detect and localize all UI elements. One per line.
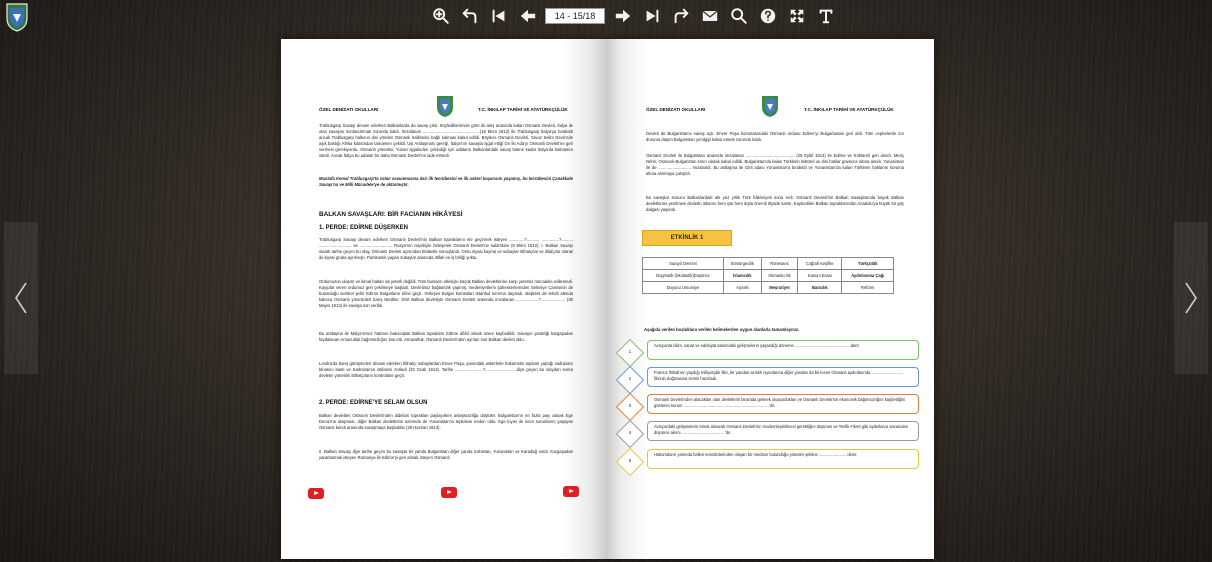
- forward-arrow-icon[interactable]: [669, 4, 693, 28]
- right-page[interactable]: [608, 39, 934, 559]
- page-header-right: T.C. İNKILAP TARİHİ VE ATATÜRKÇÜLÜK: [478, 107, 568, 112]
- word-bank-row: [643, 270, 894, 282]
- word-bank-cell: Reform: [842, 282, 894, 294]
- perde-1-paragraph-4: Londra'da barış görüşmeleri devam ederken İttihatçı subaylardan Enver Paşa, yanındaki askerlerle hükümetin toplantı yaptığı sadrazam binasını bastı ve Sadrazamın istifasını zorladı (23 Ocak 1913). Tarihe ........................?...........................diye geçen bu olaydan sonra devletin yönetimi İttihatçıların kontrolüne geçti.: [319, 361, 573, 378]
- word-bank-cell: Saraylı Devrimi: [643, 258, 724, 270]
- perde-2-title: 2. PERDE: EDİRNE'YE SELAM OLSUN: [319, 400, 428, 406]
- question-item: [616, 421, 922, 445]
- word-bank-cell: Sömürgecilik: [723, 258, 761, 270]
- question-item: [616, 394, 922, 418]
- school-crest-icon: [761, 95, 779, 118]
- flipbook-toolbar: [426, 4, 840, 28]
- question-item: [616, 367, 922, 391]
- word-bank-cell: Rönesans: [761, 258, 797, 270]
- perde-2-paragraph-1: Balkan devletleri Osmanlı Devleti'nden aldıkları toprakları paylaşırken anlaşmazlığa düştüler. Bulgaristan'ın en fazla payı alarak Ege Denizi'ne ulaşması, diğer Balkan devletlerini üzerinde de Yunanistan'ın tepkisine neden oldu. Ege kıyısı ile sınırı sorunlarını yaşayan Osmanlı kendi arasında savaşmaya başladılar (29 Haziran 1913).: [319, 413, 573, 430]
- first-page-icon[interactable]: [487, 4, 511, 28]
- perde-1-paragraph-1: Trablusgarp Savaşı devam ederken Osmanlı Devleti'nin Balkan topraklarını ele geçirmek isteyen .............?.........., ...............?........., ............................ ve ............................ Rusya'nın teşvikiyle birleşerek Osmanlı Devleti'ne saldırdılar (8 Ekim 1912). I. Balkan Savaşı olarak tarihe geçen bu olay, Osmanlı Devleti açısından felaketle sonuçlandı. Ordu siyasi kayma ve subaylar ittihatçılar ve itilafçılar olarak iki siyasi gruba ayrılmıştı. Partizanlık yapan subaylar arasında ittifak ve iş birliği yoktu.: [319, 237, 573, 260]
- question-number-badge: [616, 339, 644, 367]
- question-text-box: Avrupa'daki gelişmelerin örnek alınarak Osmanlı Devleti'nin modernleştirilmesi gerektiğini düşünen ve Tevfik Fikret gibi aydınlarca savunulan düşünce akımı ..................................... 'dır.: [647, 421, 919, 441]
- next-page-icon[interactable]: [611, 4, 635, 28]
- question-number-badge: [616, 448, 644, 476]
- word-bank-cell: Aşırılık: [723, 282, 761, 294]
- question-number-badge: [616, 420, 644, 448]
- word-bank-cell: Coğrafi Keşifler: [798, 258, 842, 270]
- text-mode-icon[interactable]: [814, 4, 838, 28]
- back-arrow-icon[interactable]: [458, 4, 482, 28]
- word-bank-cell: Osmanlıcılık: [761, 270, 797, 282]
- word-bank-cell: Dogmatik (Skolastik)Düşünce: [643, 270, 724, 282]
- previous-page-side-button[interactable]: [4, 222, 38, 374]
- question-number-badge: [616, 366, 644, 394]
- word-bank-row: [643, 282, 894, 294]
- question-text-box: Avrupa'da bilim, sanat ve edebiyat alanındaki gelişmelerin yaşandığı döneme .................................................derir.: [647, 340, 919, 360]
- zoom-in-icon[interactable]: [429, 4, 453, 28]
- question-item: [616, 449, 922, 473]
- question-item: [616, 340, 922, 364]
- question-number: 2: [628, 377, 632, 382]
- word-bank-cell: Kanuni Esasi: [798, 270, 842, 282]
- school-crest-icon: [436, 95, 454, 118]
- perde-2-paragraph-2: II. Balkan Savaşı diye tarihe geçen bu savaşta bir yanda Bulgaristan diğer yanda Sırbistan, Yunanistan ve Karadağ vardı. Kargaşadan yararlanmak isteyen Romanya ile Edirne'yi geri almak isteyen Osmanlı: [319, 449, 573, 460]
- question-text-box: Osmanlı Devleti'nden alacakları olan devletlerin birarada gelerek oluşturdukları ve Osmanlı Devleti'nin ekonomik bağımsızlığını kaybettiğini gösteren kurum ...........................................................................'dir.: [647, 394, 919, 414]
- instruction-text: Aşağıda verilen boşluklara verilen kelimelerden uygun olanlarla tamamlayınız.: [644, 327, 800, 332]
- question-number: 1: [628, 350, 632, 355]
- right-paragraph-3: Bu savaşlar sonucu Balkanlardaki altı yüz yıllık Türk hâkimiyeti sona erdi. Osmanlı Devleti'nin Balkan Savaşlarında büyük Balkan devletlerine yenilmesi devletin itibarını hem içte hem dışta önemli ölçüde sarstı. Kaybedilen Balkan topraklarından Anadolu'ya büyük bir göç dalgası yaşandı.: [646, 195, 905, 212]
- chevron-left-icon: [13, 281, 29, 315]
- word-bank-cell: Aydınlanma Çağı: [842, 270, 894, 282]
- question-number-badge: [616, 393, 644, 421]
- word-bank-cell: Duyunu Umumiye: [643, 282, 724, 294]
- question-text-box: Fransız İhtilali'nin yaydığı milliyetçilik fikri, bir yandan azınlık isyanlarına diğer yandan da bir kısım Osmanlı aydınlarında ............................ fikrinin doğmasına zemin hazırladı.: [647, 367, 919, 387]
- word-bank-table: [642, 257, 894, 294]
- word-bank-cell: Meşrutiyet: [761, 282, 797, 294]
- school-logo-icon[interactable]: [5, 2, 29, 32]
- question-number: 5: [628, 459, 632, 464]
- mustafa-kemal-note: Mustafa Kemal Trablusgarp'ta vatan savunmasına dair ilk tecrübesini ve ilk askeri başarısını yaşamış, bu tecrübesini Çanakkale Savaşı'na ve Milli Mücadele'ye de aktarmıştır.: [319, 176, 573, 187]
- word-bank-cell: İslamcılık: [723, 270, 761, 282]
- perde-1-title: 1. PERDE: EDİRNE DÜŞERKEN: [319, 225, 409, 231]
- chevron-right-icon: [1183, 281, 1199, 315]
- page-header-left: ÖZEL DENİZATI OKULLARI: [319, 107, 379, 112]
- previous-page-icon[interactable]: [516, 4, 540, 28]
- search-icon[interactable]: [727, 4, 751, 28]
- youtube-video-button[interactable]: [563, 486, 579, 497]
- right-paragraph-2: Osmanlı Devleti ile Bulgaristan arasında imzalanan .......................................... (29 Eylül 1913) ile Edirne ve Kırklareli geri alındı. Meriç Nehri, Osmanlı-Bulgaristan sınırı olarak kabul edildi. Bulgaristan'da kalan Türklerin kültürel ve dini haklar güvence altına alındı. Yunanistan ile de ............................ imzalandı. Bu antlaşma ile Girit adası Yunanistan'a bırakıldı ve Yunanistan'da kalan Türklerin haklarını koruma altına alınmaya çalışıldı.: [646, 153, 904, 176]
- word-bank-cell: Türkçülük: [842, 258, 894, 270]
- help-icon[interactable]: [756, 4, 780, 28]
- intro-paragraph: Trablusgarp Savaşı devam ederken Balkanlarda da savaş çıktı. Söylediklerimize göre iki ateş arasında kalan Osmanlı Devleti, İtalya ile olan savaşını sonlandırmak zorunda kaldı. İmzalanan .................................................(18 Ekim 1912) ile Trablusgarp İtalya'ya bırakıldı ancak Trablusgarp halkının dini yönden Osmanlı halifesine bağlı kalması kabul edildi. Böylece Osmanlı Devleti, Yavuz Selim Devri'nde aşık bastığı Afrika kıtasından tamamen çekildi. Uşi Antlaşması gereği, İtalya'nın savaşta işgal ettiği On İki Ada'yı Osmanlı Devleti'ne geri vermesi gerekiyordu. Osmanlı yönetimi, Yunan işgalinden çekindiği için adaların Balkanlardaki savaş bitene kadar İtalya'da kalmasını istedi. Ancak İtalya bu adaları bir daha Osmanlı Devleti'ne iade etmedi.: [319, 123, 573, 158]
- etkinlik-label: ETKİNLİK 1: [642, 230, 732, 246]
- page-number-input[interactable]: [545, 8, 605, 24]
- question-number: 3: [628, 404, 632, 409]
- question-number: 4: [628, 431, 632, 436]
- page-header-right: T.C. İNKILAP TARİHİ VE ATATÜRKÇÜLÜK: [804, 107, 894, 112]
- right-paragraph-1: Devleti de Bulgaristan'a savaş açtı. Enver Paşa komutasındaki Osmanlı ordusu Edirne'yi Bulgarlardan geri aldı. Tüm cephelerde zor duruma düşen Bulgaristan yenilgiyi kabul etmek zorunda kaldı.: [646, 131, 904, 142]
- section-title: BALKAN SAVAŞLARI: BİR FACİANIN HİKÂYESİ: [319, 211, 463, 218]
- question-text-box: Hükümdarın yanında halkın temsilcilerinden oluşan bir meclisin bulunduğu yönetim şekline ........................ denir.: [647, 449, 919, 469]
- youtube-video-button[interactable]: [441, 487, 457, 498]
- youtube-video-button[interactable]: [308, 488, 324, 499]
- perde-1-paragraph-3: Bu antlaşma ile Midye-Enez hattının batısındaki Balkan toprakları Edirne dâhil olmak üzere kaybedildi. Savaşın yarattığı kargaşadan faydalanan Arnavutluk bağımsızlığını ilan etti. Arnavutluk, Osmanlı Devleti'nden ayrılan son Balkan devleti oldu.: [319, 331, 573, 342]
- word-bank-row: [643, 258, 894, 270]
- perde-1-paragraph-2: Ordumuzun ulaşım ve ikmal hatları da yeterli değildi. Tüm bunların etkisiyle küçük Balkan devletlerine karşı yetersiz mücadele edilemedi. Kayıplar veren ordumuz geri çekilmeye başladı. Devletimiz bağlantılık yapmış, medeniyetlerin şahesserlerinden Selimiye Camisinin de bulunduğu sembol şehir Edirne Bulgarların eline geçti. Yerleşen Bulgar komitaları İstanbul sınırına dayandı. Başkent de tehdit altında kalınca Osmanlı yöneticileri barış istediler. Dört Balkan devletiyle Osmanlı Devleti arasında imzalanan ...................?..................... (30 Mayıs 1913) ile savaşa son verildi.: [319, 279, 573, 308]
- next-page-side-button[interactable]: [1174, 222, 1208, 374]
- left-page[interactable]: [281, 39, 608, 559]
- word-bank-cell: Batıcılık: [798, 282, 842, 294]
- flipbook-spread: [281, 39, 934, 559]
- email-icon[interactable]: [698, 4, 722, 28]
- last-page-icon[interactable]: [640, 4, 664, 28]
- page-header-left: ÖZEL DENİZATI OKULLARI: [646, 107, 706, 112]
- fullscreen-icon[interactable]: [785, 4, 809, 28]
